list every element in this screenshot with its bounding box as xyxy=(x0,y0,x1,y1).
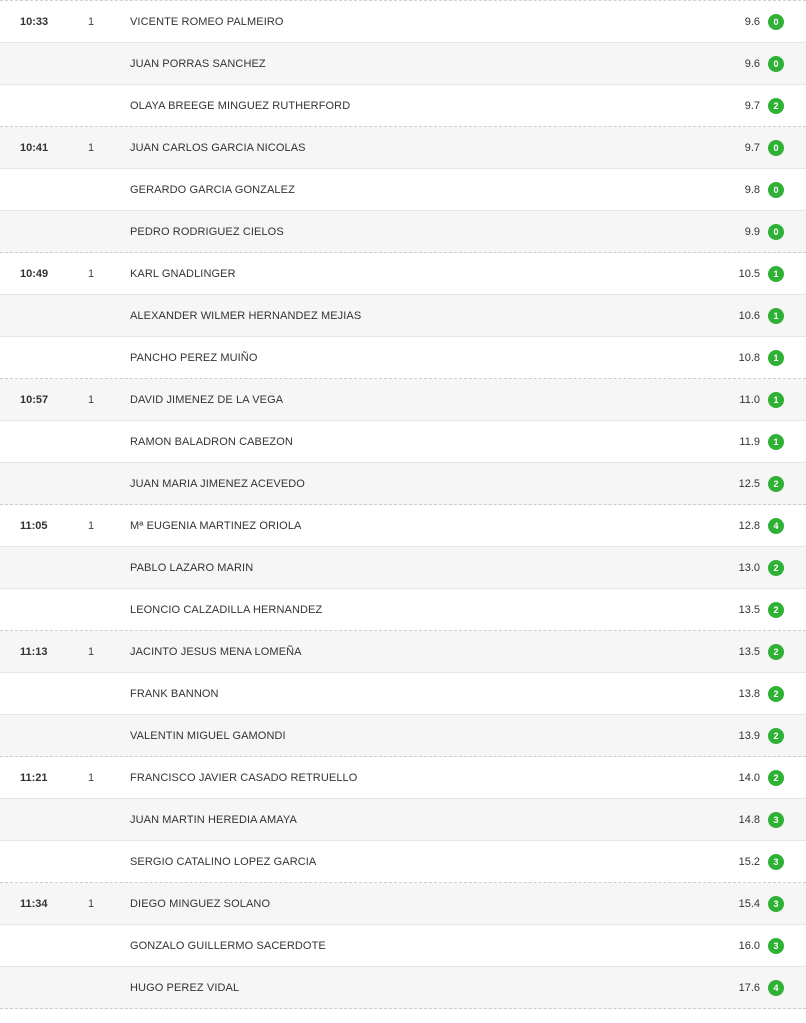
status-badge: 1 xyxy=(768,266,784,282)
player-name: DAVID JIMENEZ DE LA VEGA xyxy=(130,393,284,406)
tee-time: 11:05 xyxy=(20,519,48,532)
badge-cell xyxy=(768,266,806,282)
badge-cell xyxy=(768,392,806,408)
handicap-value: 14.0 xyxy=(738,771,760,784)
handicap-value: 14.8 xyxy=(738,813,760,826)
handicap-value: 17.6 xyxy=(738,981,760,994)
player-row xyxy=(0,43,806,85)
player-name: FRANK BANNON xyxy=(130,687,219,700)
tee-time: 10:57 xyxy=(20,393,49,406)
player-row xyxy=(0,85,806,127)
badge-cell xyxy=(768,140,806,156)
player-row xyxy=(0,463,806,505)
player-name: FRANCISCO JAVIER CASADO RETRUELLO xyxy=(130,771,358,784)
player-name: LEONCIO CALZADILLA HERNANDEZ xyxy=(130,603,323,616)
badge-cell xyxy=(768,560,806,576)
player-row xyxy=(0,715,806,757)
player-row xyxy=(0,127,806,169)
tee-number: 1 xyxy=(88,897,95,910)
status-badge: 1 xyxy=(768,434,784,450)
status-badge: 3 xyxy=(768,812,784,828)
status-badge: 0 xyxy=(768,140,784,156)
status-badge: 2 xyxy=(768,728,784,744)
player-name: Mª EUGENIA MARTINEZ ORIOLA xyxy=(130,519,302,532)
status-badge: 3 xyxy=(768,896,784,912)
status-badge: 2 xyxy=(768,560,784,576)
player-name: ALEXANDER WILMER HERNANDEZ MEJIAS xyxy=(130,309,362,322)
player-row xyxy=(0,967,806,1009)
badge-cell xyxy=(768,728,806,744)
player-row xyxy=(0,673,806,715)
badge-cell xyxy=(768,854,806,870)
player-row xyxy=(0,757,806,799)
tee-time: 11:34 xyxy=(20,897,48,910)
player-name: GONZALO GUILLERMO SACERDOTE xyxy=(130,939,326,952)
player-row xyxy=(0,169,806,211)
handicap-value: 12.8 xyxy=(738,519,760,532)
player-row xyxy=(0,883,806,925)
status-badge: 2 xyxy=(768,770,784,786)
player-row xyxy=(0,421,806,463)
player-row xyxy=(0,337,806,379)
badge-cell xyxy=(768,896,806,912)
handicap-value: 9.7 xyxy=(744,99,760,112)
badge-cell xyxy=(768,182,806,198)
handicap-value: 13.0 xyxy=(738,561,760,574)
status-badge: 2 xyxy=(768,644,784,660)
status-badge: 2 xyxy=(768,98,784,114)
player-row xyxy=(0,505,806,547)
tee-number: 1 xyxy=(88,141,95,154)
status-badge: 2 xyxy=(768,686,784,702)
handicap-value: 9.6 xyxy=(744,57,760,70)
handicap-value: 9.8 xyxy=(744,183,760,196)
player-name: JACINTO JESUS MENA LOMEÑA xyxy=(130,645,302,658)
player-name: PANCHO PEREZ MUIÑO xyxy=(130,351,258,364)
player-row xyxy=(0,379,806,421)
tee-time: 10:41 xyxy=(20,141,49,154)
status-badge: 4 xyxy=(768,518,784,534)
status-badge: 2 xyxy=(768,476,784,492)
player-row xyxy=(0,295,806,337)
badge-cell xyxy=(768,98,806,114)
tee-time: 11:13 xyxy=(20,645,48,658)
handicap-value: 13.5 xyxy=(738,603,760,616)
badge-cell xyxy=(768,434,806,450)
badge-cell xyxy=(768,770,806,786)
status-badge: 1 xyxy=(768,350,784,366)
tee-time: 10:33 xyxy=(20,15,49,28)
handicap-value: 11.0 xyxy=(739,393,760,406)
handicap-value: 13.8 xyxy=(738,687,760,700)
player-name: HUGO PEREZ VIDAL xyxy=(130,981,240,994)
badge-cell xyxy=(768,644,806,660)
player-row xyxy=(0,589,806,631)
player-name: JUAN MARTIN HEREDIA AMAYA xyxy=(130,813,297,826)
tee-time: 11:21 xyxy=(20,771,48,784)
tee-number: 1 xyxy=(88,15,95,28)
handicap-value: 9.7 xyxy=(744,141,760,154)
badge-cell xyxy=(768,980,806,996)
player-name: OLAYA BREEGE MINGUEZ RUTHERFORD xyxy=(130,99,351,112)
badge-cell xyxy=(768,224,806,240)
player-row xyxy=(0,925,806,967)
player-name: PEDRO RODRIGUEZ CIELOS xyxy=(130,225,284,238)
badge-cell xyxy=(768,308,806,324)
player-name: VICENTE ROMEO PALMEIRO xyxy=(130,15,284,28)
tee-number: 1 xyxy=(88,519,95,532)
status-badge: 4 xyxy=(768,980,784,996)
handicap-value: 11.9 xyxy=(739,435,760,448)
status-badge: 0 xyxy=(768,14,784,30)
badge-cell xyxy=(768,518,806,534)
player-name: RAMON BALADRON CABEZON xyxy=(130,435,293,448)
status-badge: 1 xyxy=(768,308,784,324)
handicap-value: 16.0 xyxy=(738,939,760,952)
status-badge: 1 xyxy=(768,392,784,408)
status-badge: 3 xyxy=(768,854,784,870)
player-name: VALENTIN MIGUEL GAMONDI xyxy=(130,729,286,742)
handicap-value: 9.9 xyxy=(744,225,760,238)
status-badge: 0 xyxy=(768,182,784,198)
badge-cell xyxy=(768,56,806,72)
player-name: JUAN MARIA JIMENEZ ACEVEDO xyxy=(130,477,305,490)
player-row xyxy=(0,253,806,295)
badge-cell xyxy=(768,476,806,492)
player-row xyxy=(0,841,806,883)
player-row xyxy=(0,631,806,673)
handicap-value: 13.5 xyxy=(738,645,760,658)
player-name: GERARDO GARCIA GONZALEZ xyxy=(130,183,295,196)
badge-cell xyxy=(768,938,806,954)
player-row xyxy=(0,1,806,43)
badge-cell xyxy=(768,602,806,618)
player-name: PABLO LAZARO MARIN xyxy=(130,561,254,574)
badge-cell xyxy=(768,14,806,30)
badge-cell xyxy=(768,812,806,828)
tee-number: 1 xyxy=(88,645,95,658)
handicap-value: 10.5 xyxy=(738,267,760,280)
tee-time: 10:49 xyxy=(20,267,49,280)
handicap-value: 10.6 xyxy=(738,309,760,322)
player-name: SERGIO CATALINO LOPEZ GARCIA xyxy=(130,855,317,868)
status-badge: 0 xyxy=(768,56,784,72)
player-row xyxy=(0,211,806,253)
tee-number: 1 xyxy=(88,267,95,280)
status-badge: 0 xyxy=(768,224,784,240)
handicap-value: 9.6 xyxy=(744,15,760,28)
handicap-value: 13.9 xyxy=(738,729,760,742)
handicap-value: 10.8 xyxy=(738,351,760,364)
player-name: JUAN CARLOS GARCIA NICOLAS xyxy=(130,141,306,154)
player-name: KARL GNADLINGER xyxy=(130,267,236,280)
badge-cell xyxy=(768,350,806,366)
handicap-value: 15.4 xyxy=(738,897,760,910)
handicap-value: 15.2 xyxy=(738,855,760,868)
tee-number: 1 xyxy=(88,393,95,406)
tee-number: 1 xyxy=(88,771,95,784)
status-badge: 3 xyxy=(768,938,784,954)
player-row xyxy=(0,547,806,589)
player-row xyxy=(0,799,806,841)
player-name: DIEGO MINGUEZ SOLANO xyxy=(130,897,271,910)
handicap-value: 12.5 xyxy=(738,477,760,490)
player-name: JUAN PORRAS SANCHEZ xyxy=(130,57,266,70)
status-badge: 2 xyxy=(768,602,784,618)
badge-cell xyxy=(768,686,806,702)
